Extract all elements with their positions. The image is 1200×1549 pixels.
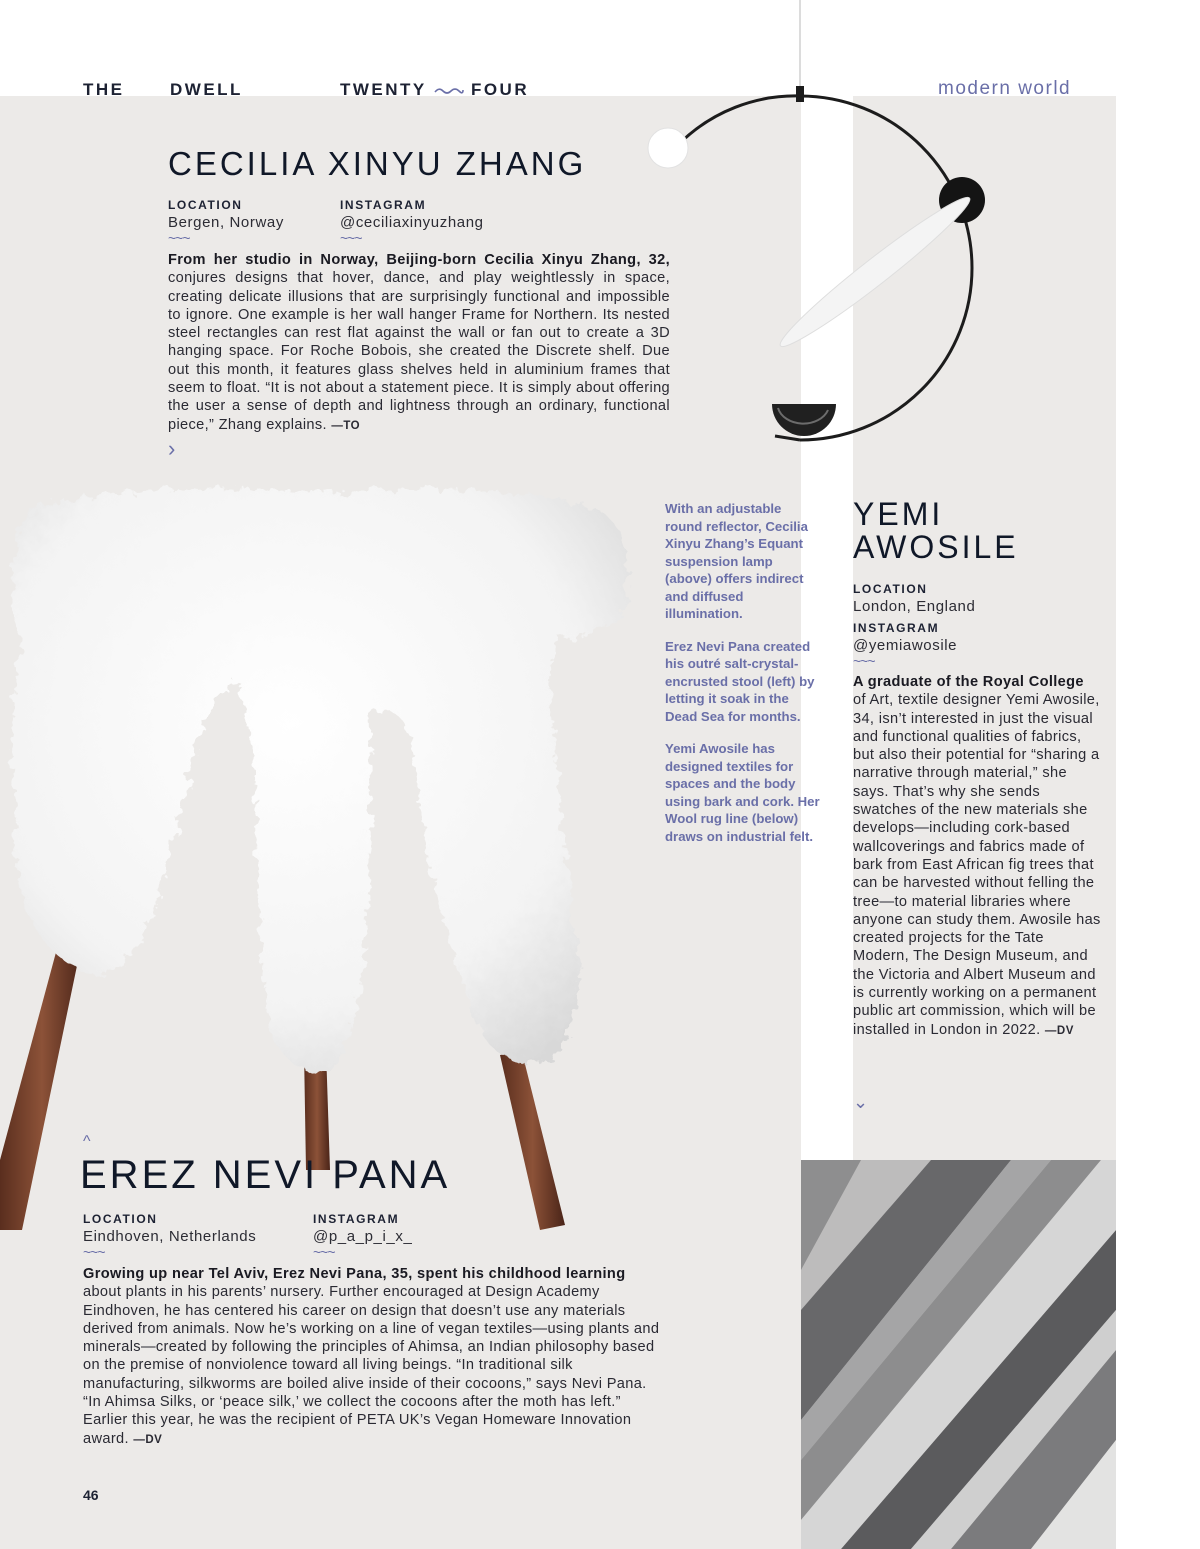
caption-rug: Yemi Awosile has designed textiles for spaces and the body using bark and cork. Her Wool rug line (below) draws on industrial felt. [665, 741, 820, 844]
zhang-location-block [168, 198, 284, 246]
zhang-lede: From her studio in Norway, Beijing-born Cecilia Xinyu Zhang, 32, [168, 252, 670, 268]
suspension-lamp-image [640, 0, 1000, 450]
pana-instagram: @p_a_p_i_x_ [313, 1228, 413, 1245]
photo-captions [665, 500, 821, 860]
pana-signature: —DV [133, 1433, 163, 1446]
squiggle-divider: ~~~ [853, 653, 875, 669]
pana-instagram-block [313, 1212, 413, 1260]
header-the: THE [83, 80, 125, 99]
zhang-article-body [168, 251, 670, 435]
chevron-up-icon: ^ [83, 1133, 91, 1150]
designer-name-zhang: CECILIA XINYU ZHANG [168, 145, 587, 182]
instagram-label: INSTAGRAM [340, 198, 427, 212]
awosile-name-line2: AWOSILE [853, 529, 1019, 565]
squiggle-divider: ~~~ [340, 230, 362, 246]
pana-location-block [83, 1212, 257, 1260]
squiggle-divider: ~~~ [168, 230, 190, 246]
chevron-right-icon: › [168, 436, 176, 461]
header-twenty: TWENTY [340, 80, 427, 99]
location-label: LOCATION [853, 582, 928, 596]
awosile-meta-block [853, 582, 976, 669]
awosile-name-line1: YEMI [853, 496, 944, 532]
header-twenty-four [340, 80, 529, 101]
instagram-label: INSTAGRAM [853, 621, 940, 635]
page-number: 46 [83, 1487, 99, 1503]
section-title: modern world [938, 78, 1072, 99]
awosile-article-body [853, 673, 1101, 1040]
pana-location: Eindhoven, Netherlands [83, 1228, 257, 1245]
header-four: FOUR [470, 80, 530, 99]
awosile-lede: A graduate of the Royal College [853, 674, 1084, 690]
zhang-signature: —TO [331, 419, 361, 432]
pana-article-body [83, 1265, 668, 1449]
location-label: LOCATION [83, 1212, 158, 1226]
awosile-instagram: @yemiawosile [853, 637, 958, 654]
wool-rug-image [801, 1160, 1116, 1549]
awosile-location: London, England [853, 598, 976, 615]
zhang-body-text: conjures designs that hover, dance, and play weightlessly in space, creating delicate illusions that are surprisingly functional and impossible to ignore. One example is her wall hanger Frame for Northern. Its nested steel rectangles can rest flat against the wall or fan out to create a 3D hanging space. For Roche Bobois, she created the Discrete shelf. Due out this month, it features glass shelves held in aluminium frames that seem to float. “It is not about a statement piece. It is simply about offering the user a sense of depth and lightness through an ordinary, functional piece,” Zhang explains. [168, 270, 670, 433]
caption-stool: Erez Nevi Pana created his outré salt-crystal-encrusted stool (left) by letting it soak in the Dead Sea for months. [665, 638, 815, 724]
wave-icon [434, 81, 464, 101]
location-label: LOCATION [168, 198, 243, 212]
zhang-instagram-block [340, 198, 484, 246]
squiggle-divider: ~~~ [313, 1244, 335, 1260]
zhang-location: Bergen, Norway [168, 214, 284, 231]
pana-body-text: about plants in his parents’ nursery. Further encouraged at Design Academy Eindhoven, he has centered his career on design that doesn’t use any materials derived from animals. Now he’s working on a line of vegan textiles—using plants and minerals—created by following the principles of Ahimsa, an Indian philosophy based on the premise of nonviolence toward all living beings. “In traditional silk manufacturing, silkworms are boiled alive inside of their cocoons,” says Nevi Pana. “In Ahimsa Silks, or ‘peace silk,’ we collect the cocoons after the moth has left.” Earlier this year, he was the recipient of PETA UK’s Vegan Homeware Innovation award. [83, 1284, 660, 1447]
designer-name-pana: EREZ NEVI PANA [80, 1153, 451, 1197]
instagram-label: INSTAGRAM [313, 1212, 400, 1226]
caption-lamp: With an adjustable round reflector, Cecilia Xinyu Zhang’s Equant suspension lamp (above) offers indirect and diffused illumination. [665, 501, 808, 621]
zhang-instagram: @ceciliaxinyuzhang [340, 214, 484, 231]
squiggle-divider: ~~~ [83, 1244, 105, 1260]
header-dwell: DWELL [170, 80, 243, 99]
salt-stool-image [0, 470, 640, 1230]
awosile-body-text: of Art, textile designer Yemi Awosile, 34, isn’t interested in just the visual and functional qualities of fabrics, but also their potential for “sharing a narrative through material,” she says. That’s why she sends swatches of the new materials she develops—including cork-based wallcoverings and fabrics made of bark from East African fig trees that can be harvested without felling the tree—to material libraries where anyone can study them. Awosile has created projects for the Tate Modern, The Design Museum, and the Victoria and Albert Museum and is currently working on a permanent public art commission, which will be installed in London in 2022. [853, 692, 1101, 1038]
chevron-down-icon: ⌄ [853, 1092, 869, 1112]
pana-lede: Growing up near Tel Aviv, Erez Nevi Pana, 35, spent his childhood learning [83, 1266, 626, 1282]
awosile-signature: —DV [1044, 1024, 1074, 1037]
designer-name-awosile [853, 498, 1019, 564]
